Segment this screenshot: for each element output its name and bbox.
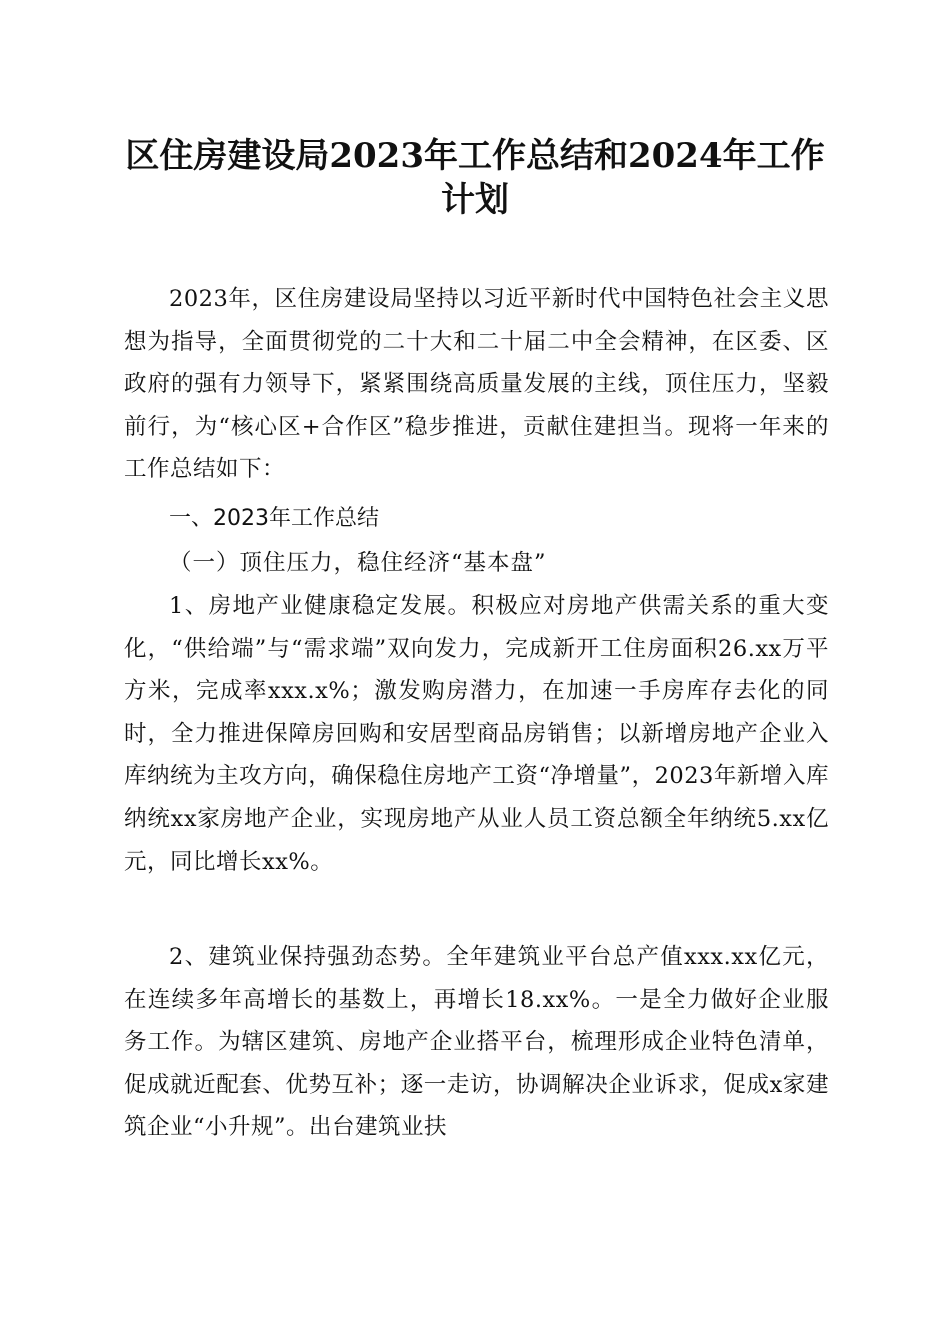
section-heading-summary: 一、2023年工作总结 [169,506,379,531]
subsection-heading-economy: （一）顶住压力，稳住经济“基本盘” [169,550,547,576]
document-title-line-1: 区住房建设局2023年工作总结和2024年工作 [125,136,825,176]
document-title-line-2: 计划 [441,180,509,220]
paragraph-real-estate: 1、房地产业健康稳定发展。积极应对房地产供需关系的重大变化，“供给端”与“需求端”双向发力，完成新开工住房面积26.xx万平方米，完成率xxx.x%；激发购房潜力，在加速一手房库存去化的同时，全力推进保障房回购和安居型商品房销售；以新增房地产企业入库纳统为主攻方向，确保稳住房地产工资“净增量”，2023年新增入库纳统xx家房地产企业，实现房地产从业人员工资总额全年纳统5.xx亿元，同比增长xx%。 [124,593,829,875]
intro-paragraph: 2023年，区住房建设局坚持以习近平新时代中国特色社会主义思想为指导，全面贯彻党的二十大和二十届二中全会精神，在区委、区政府的强有力领导下，紧紧围绕高质量发展的主线，顶住压力，坚毅前行，为“核心区+合作区”稳步推进，贡献住建担当。现将一年来的工作总结如下： [124,286,829,483]
paragraph-construction: 2、建筑业保持强劲态势。全年建筑业平台总产值xxx.xx亿元，在连续多年高增长的基数上，再增长18.xx%。一是全力做好企业服务工作。为辖区建筑、房地产企业搭平台，梳理形成企业特色清单，促成就近配套、优势互补；逐一走访，协调解决企业诉求，促成x家建筑企业“小升规”。出台建筑业扶 [124,944,829,1141]
